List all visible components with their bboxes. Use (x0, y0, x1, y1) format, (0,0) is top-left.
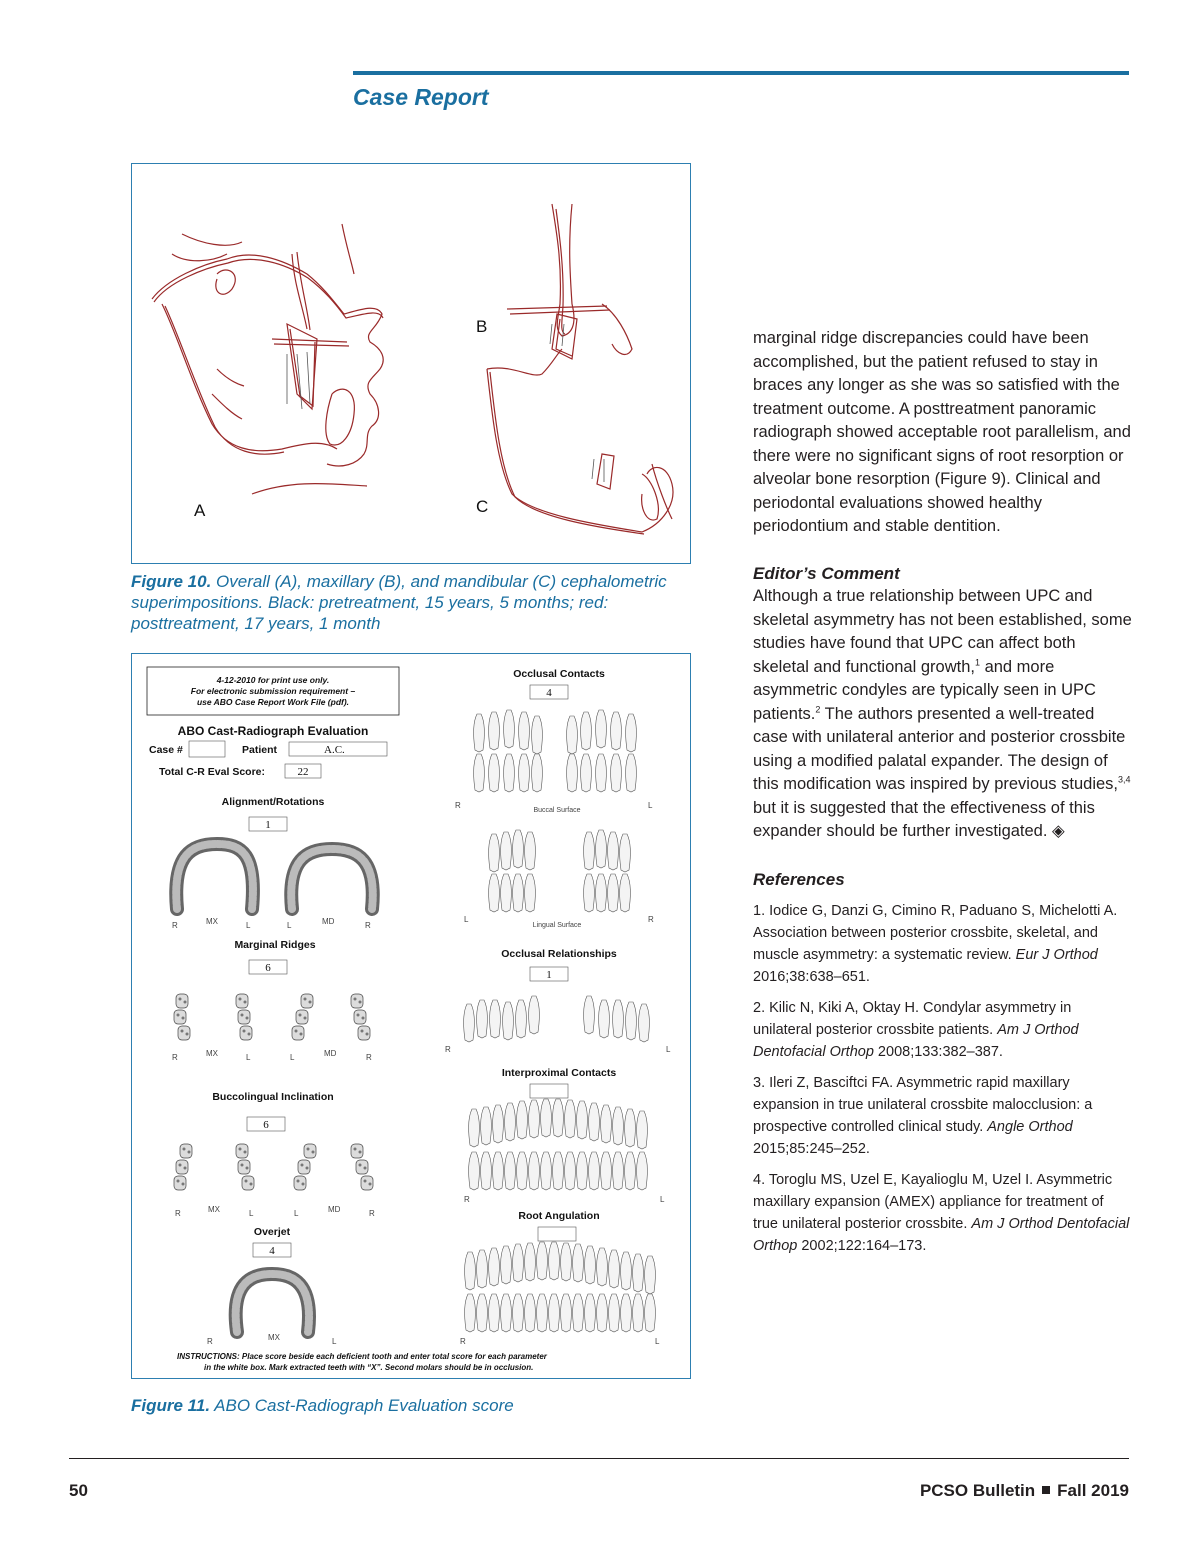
arch-label-l: L (660, 1195, 665, 1204)
separator-square-icon (1042, 1486, 1050, 1494)
arch-label-md: MD (322, 917, 335, 926)
reference-text: 3. Ileri Z, Basciftci FA. Asymmetric rapid maxillary expansion in true unilateral crossbite malocclusion: a prospective controlled clinical study. (753, 1075, 1093, 1135)
occlusal-teeth-buccal (474, 710, 637, 792)
buccal-surface-label: Buccal Surface (533, 807, 581, 814)
editors-comment-paragraph (753, 585, 1133, 844)
arch-label-r: R (172, 921, 178, 930)
arch-label-md: MD (324, 1049, 337, 1058)
figure-10-caption-label: Figure 10. (131, 572, 212, 591)
reference-citation: 2008;133:382–387. (873, 1044, 1003, 1060)
patient-value: A.C. (324, 744, 345, 756)
occlusal-relationship-teeth (464, 996, 650, 1042)
footer-rule (69, 1458, 1129, 1459)
reference-citation: 2002;122:164–173. (797, 1238, 927, 1254)
arch-label-r: R (172, 1053, 178, 1062)
occlusal-relationships-title: Occlusal Relationships (501, 948, 617, 960)
footer-publication (920, 1481, 1129, 1501)
lingual-surface-label: Lingual Surface (532, 922, 582, 929)
alignment-title: Alignment/Rotations (221, 796, 325, 808)
figure-11-caption-label: Figure 11. (131, 1396, 211, 1415)
label-b: B (476, 317, 488, 336)
arch-label-l: L (648, 801, 653, 810)
arch-label-r: R (648, 915, 654, 924)
arch-label-r: R (455, 801, 461, 810)
references-heading: References (753, 870, 845, 889)
notice-line-1: 4-12-2010 for print use only. (216, 675, 330, 685)
reference-item (753, 997, 1131, 1063)
editor-text-3: The authors presented a well-treated case with unilateral anterior and posterior crossbite using a modified palatal expander. The design of this modification was inspired by previous studies, (753, 704, 1126, 793)
marginal-title: Marginal Ridges (234, 939, 316, 951)
arch-label-r: R (365, 921, 371, 930)
arch-label-l: L (246, 1053, 251, 1062)
arch-label-l: L (464, 915, 469, 924)
notice-line-3: use ABO Case Report Work File (pdf). (196, 697, 350, 707)
arch-label-mx: MX (206, 1049, 218, 1058)
reference-text: 1. Iodice G, Danzi G, Cimino R, Paduano S, Michelotti A. Association between posterior crossbite, skeletal, and muscle asymmetry: a systematic review. (753, 903, 1118, 963)
label-c: C (476, 497, 489, 516)
reference-journal: Am J Orthod Dentofacial Orthop (753, 1022, 1079, 1060)
overjet-score: 4 (269, 1245, 275, 1257)
notice-line-2: For electronic submission requirement – (190, 686, 356, 696)
arch-label-l: L (666, 1045, 671, 1054)
arch-label-l: L (294, 1209, 299, 1218)
reference-journal: Am J Orthod Dentofacial Orthop (753, 1216, 1130, 1254)
reference-text: 2. Kilic N, Kiki A, Oktay H. Condylar asymmetry in unilateral posterior crossbite patients. (753, 1000, 1072, 1038)
total-label: Total C-R Eval Score: (159, 766, 265, 778)
arch-label-l: L (249, 1209, 254, 1218)
references-list (753, 900, 1131, 1266)
root-angulation-teeth (465, 1242, 656, 1332)
form-title: ABO Cast-Radiograph Evaluation (177, 724, 369, 738)
figure-10-caption (131, 571, 696, 634)
total-value: 22 (297, 766, 309, 778)
citation-sup: 2 (815, 704, 821, 714)
arch-label-l: L (655, 1337, 660, 1346)
occlusal-contacts-title: Occlusal Contacts (513, 668, 605, 680)
reference-citation: 2015;85:245–252. (753, 1141, 870, 1157)
reference-journal: Angle Orthod (987, 1119, 1073, 1135)
arch-label-r: R (175, 1209, 181, 1218)
arch-label-l: L (287, 921, 292, 930)
arch-label-mx: MX (268, 1333, 280, 1342)
buccolingual-title: Buccolingual Inclination (212, 1091, 334, 1103)
root-angulation-title: Root Angulation (518, 1210, 600, 1222)
header-rule (353, 71, 1129, 75)
arch-label-mx: MX (206, 917, 218, 926)
editor-text-1: Although a true relationship between UPC and skeletal asymmetry has not been established, some studies have found that UPC can affect both skeletal and functional growth, (753, 587, 1132, 676)
reference-item (753, 1169, 1131, 1257)
figure-10-caption-text: Overall (A), maxillary (B), and mandibular (C) cephalometric superimpositions. Black: pretreatment, 15 years, 5 months; red: posttreatment, 17 years, 1 month (131, 572, 667, 633)
figure-11 (131, 653, 691, 1379)
arch-label-r: R (464, 1195, 470, 1204)
page-number: 50 (69, 1481, 88, 1500)
figure-11-caption (131, 1395, 691, 1416)
occlusal-contacts-score: 4 (546, 687, 552, 699)
abo-evaluation-form (132, 654, 690, 1378)
label-a: A (194, 501, 206, 520)
cephalometric-drawing (132, 164, 690, 563)
marginal-ridge-teeth (174, 994, 370, 1040)
citation-sup: 3,4 (1118, 774, 1131, 785)
buccolingual-teeth (174, 1144, 373, 1190)
editor-text-4: but it is suggested that the effectiveness of this expander should be further investigated. ◈ (753, 798, 1095, 840)
arch-label-l: L (290, 1053, 295, 1062)
overjet-title: Overjet (253, 1226, 291, 1238)
buccolingual-score: 6 (263, 1119, 269, 1131)
interproximal-teeth (469, 1099, 648, 1190)
reference-citation: 2016;38:638–651. (753, 969, 870, 985)
arch-label-r: R (369, 1209, 375, 1218)
issue-date: Fall 2019 (1057, 1481, 1129, 1500)
occlusal-teeth-lingual (489, 830, 631, 912)
occlusal-relationships-score: 1 (546, 969, 552, 981)
arch-label-md: MD (328, 1205, 341, 1214)
instructions-line-2: in the white box. Mark extracted teeth with “X”. Second molars should be in occlusion. (204, 1363, 534, 1372)
marginal-score: 6 (265, 962, 271, 974)
editors-comment-heading: Editor’s Comment (753, 564, 900, 583)
section-title: Case Report (353, 84, 489, 110)
reference-item (753, 1072, 1131, 1160)
figure-10 (131, 163, 691, 564)
arch-label-r: R (366, 1053, 372, 1062)
arch-label-l: L (246, 921, 251, 930)
reference-text: 4. Toroglu MS, Uzel E, Kayalioglu M, Uzel I. Asymmetric maxillary expansion (AMEX) appliance for treatment of true unilateral posterior crossbite. (753, 1172, 1113, 1232)
case-label: Case # (149, 744, 183, 756)
figure-11-caption-text: ABO Cast-Radiograph Evaluation score (210, 1396, 514, 1415)
arch-label-r: R (445, 1045, 451, 1054)
publication-name: PCSO Bulletin (919, 1481, 1036, 1500)
editor-text-2: and more asymmetric condyles are typically seen in UPC patients. (753, 657, 1096, 723)
arch-label-mx: MX (208, 1205, 220, 1214)
reference-journal: Eur J Orthod (1015, 947, 1098, 963)
interproximal-title: Interproximal Contacts (501, 1067, 617, 1079)
citation-sup: 1 (974, 657, 980, 667)
body-paragraph: marginal ridge discrepancies could have been accomplished, but the patient refused to stay in braces any longer as she was so satisfied with the treatment outcome. A posttreatment panoramic radiograph showed acceptable root parallelism, and there were no significant signs of root resorption or alveolar bone resorption (Figure 9). Clinical and periodontal evaluations showed healthy periodontium and stable dentition. (753, 329, 1131, 535)
arch-label-r: R (207, 1337, 213, 1346)
arch-label-l: L (332, 1337, 337, 1346)
patient-label: Patient (242, 744, 278, 756)
alignment-score: 1 (265, 819, 271, 831)
arch-label-r: R (460, 1337, 466, 1346)
reference-item (753, 900, 1131, 988)
instructions-line-1: INSTRUCTIONS: Place score beside each deficient tooth and enter total score for each parameter (177, 1352, 547, 1361)
